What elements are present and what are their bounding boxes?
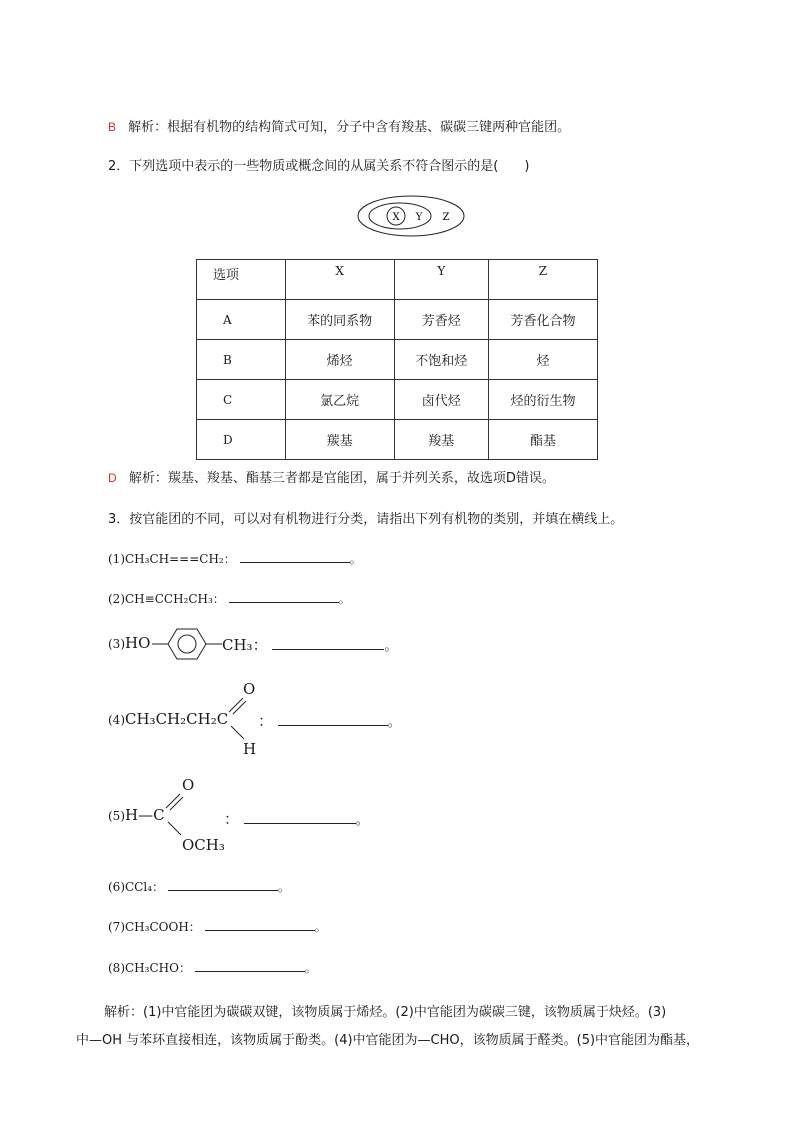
table-header-cell: Y: [394, 260, 488, 300]
diagram-label-z: Z: [442, 212, 450, 223]
table-cell: 羧基: [394, 420, 488, 460]
table-cell: 烃的衍生物: [488, 380, 597, 420]
table-cell: 芳香烃: [394, 300, 488, 340]
q2-answer: [108, 467, 555, 486]
answer-blank-5[interactable]: [244, 811, 356, 824]
q3-item-4: [108, 710, 228, 728]
q3-item-5: [108, 806, 165, 824]
formula-left: HO: [125, 634, 151, 652]
q1-answer-letter: B: [108, 120, 117, 134]
item-number: (4): [108, 713, 125, 727]
q2-answer-text: 解析：羰基、羧基、酯基三者都是官能团，属于并列关系，故选项D错误。: [128, 471, 555, 486]
q3-item-2: [108, 590, 351, 607]
answer-blank-7[interactable]: [205, 918, 315, 931]
q1-answer: [108, 116, 570, 135]
q3-item-1: [108, 550, 362, 567]
item-formula: CH₃CH===CH₂：: [125, 552, 236, 566]
table-row: [197, 340, 598, 380]
nested-ellipse-diagram: [356, 194, 466, 240]
q2-stem: 2．下列选项中表示的一些物质或概念间的从属关系不符合图示的是( ): [108, 159, 530, 174]
period: 。: [355, 813, 369, 828]
o-label: O: [243, 680, 256, 698]
table-cell: A: [197, 300, 286, 340]
item-number: (6): [108, 880, 125, 894]
period: 。: [384, 639, 398, 654]
diagram-label-x: X: [392, 212, 400, 223]
period: 。: [277, 880, 290, 894]
table-header-cell: X: [285, 260, 394, 300]
formula-main: H—C: [125, 806, 165, 824]
answer-blank-4[interactable]: [278, 713, 388, 726]
table-cell: 酯基: [488, 420, 597, 460]
aldehyde-bonds: [225, 694, 255, 744]
item-number: (5): [108, 809, 125, 823]
table-cell: 烃: [488, 340, 597, 380]
item-number: (7): [108, 920, 125, 934]
q3-item-6: [108, 878, 290, 895]
table-row: [197, 300, 598, 340]
table-cell: 氯乙烷: [285, 380, 394, 420]
q3-item-7: [108, 918, 327, 935]
answer-blank-8[interactable]: [195, 959, 305, 972]
q1-answer-text: 解析：根据有机物的结构简式可知，分子中含有羧基、碳碳三键两种官能团。: [128, 120, 571, 135]
item-formula: CH≡CCH₂CH₃：: [125, 592, 225, 606]
period: 。: [349, 552, 362, 566]
options-table: [196, 259, 598, 460]
q3-item-4-right: [258, 710, 401, 731]
diagram-label-y: Y: [415, 212, 423, 223]
och3-label: OCH₃: [182, 836, 225, 854]
ester-bonds: [160, 790, 190, 840]
table-cell: D: [197, 420, 286, 460]
table-cell: 羰基: [285, 420, 394, 460]
period: 。: [314, 920, 327, 934]
table-cell: 苯的同系物: [285, 300, 394, 340]
q3-analysis-line-1: 解析：(1)中官能团为碳碳双键，该物质属于烯烃。(2)中官能团为碳碳三键，该物质属于炔烃。(3): [104, 1005, 667, 1020]
q3-item-3-right: [222, 634, 397, 655]
q2-answer-letter: D: [108, 471, 117, 485]
item-formula: CCl₄：: [125, 880, 165, 894]
table-cell: 卤代烃: [394, 380, 488, 420]
table-cell: 芳香化合物: [488, 300, 597, 340]
colon: ：: [258, 712, 274, 730]
item-number: (2): [108, 592, 125, 606]
item-number: (1): [108, 552, 125, 566]
table-header-cell: Z: [488, 260, 597, 300]
formula-right: CH₃：: [222, 636, 268, 654]
table-cell: 不饱和烃: [394, 340, 488, 380]
h-label: H: [243, 740, 257, 758]
period: 。: [387, 715, 401, 730]
table-cell: 烯烃: [285, 340, 394, 380]
table-header-cell: 选项: [197, 260, 286, 300]
period: 。: [304, 961, 317, 975]
q3-item-5-right: [224, 808, 369, 829]
q3-item-8: [108, 959, 317, 976]
item-number: (3): [108, 637, 125, 651]
period: 。: [338, 592, 351, 606]
table-row: [197, 380, 598, 420]
answer-blank-2[interactable]: [229, 590, 339, 603]
q3-stem: 3．按官能团的不同，可以对有机物进行分类，请指出下列有机物的类别，并填在横线上。: [108, 512, 624, 527]
q3-analysis-line-2: 中—OH 与苯环直接相连，该物质属于酚类。(4)中官能团为—CHO，该物质属于醛类。(5)中官能团为酯基，: [76, 1033, 700, 1048]
colon: ：: [224, 810, 240, 828]
q3-item-3: [108, 634, 150, 652]
answer-blank-3[interactable]: [272, 637, 384, 650]
answer-blank-6[interactable]: [168, 878, 278, 891]
formula-main: CH₃CH₂CH₂C: [125, 710, 229, 728]
table-cell: C: [197, 380, 286, 420]
o-label: O: [182, 776, 195, 794]
item-formula: CH₃COOH：: [125, 920, 201, 934]
table-header-row: [197, 260, 598, 300]
item-formula: CH₃CHO：: [125, 961, 191, 975]
answer-blank-1[interactable]: [240, 550, 350, 563]
table-row: [197, 420, 598, 460]
table-cell: B: [197, 340, 286, 380]
benzene-ring-icon: [152, 626, 222, 662]
item-number: (8): [108, 961, 125, 975]
